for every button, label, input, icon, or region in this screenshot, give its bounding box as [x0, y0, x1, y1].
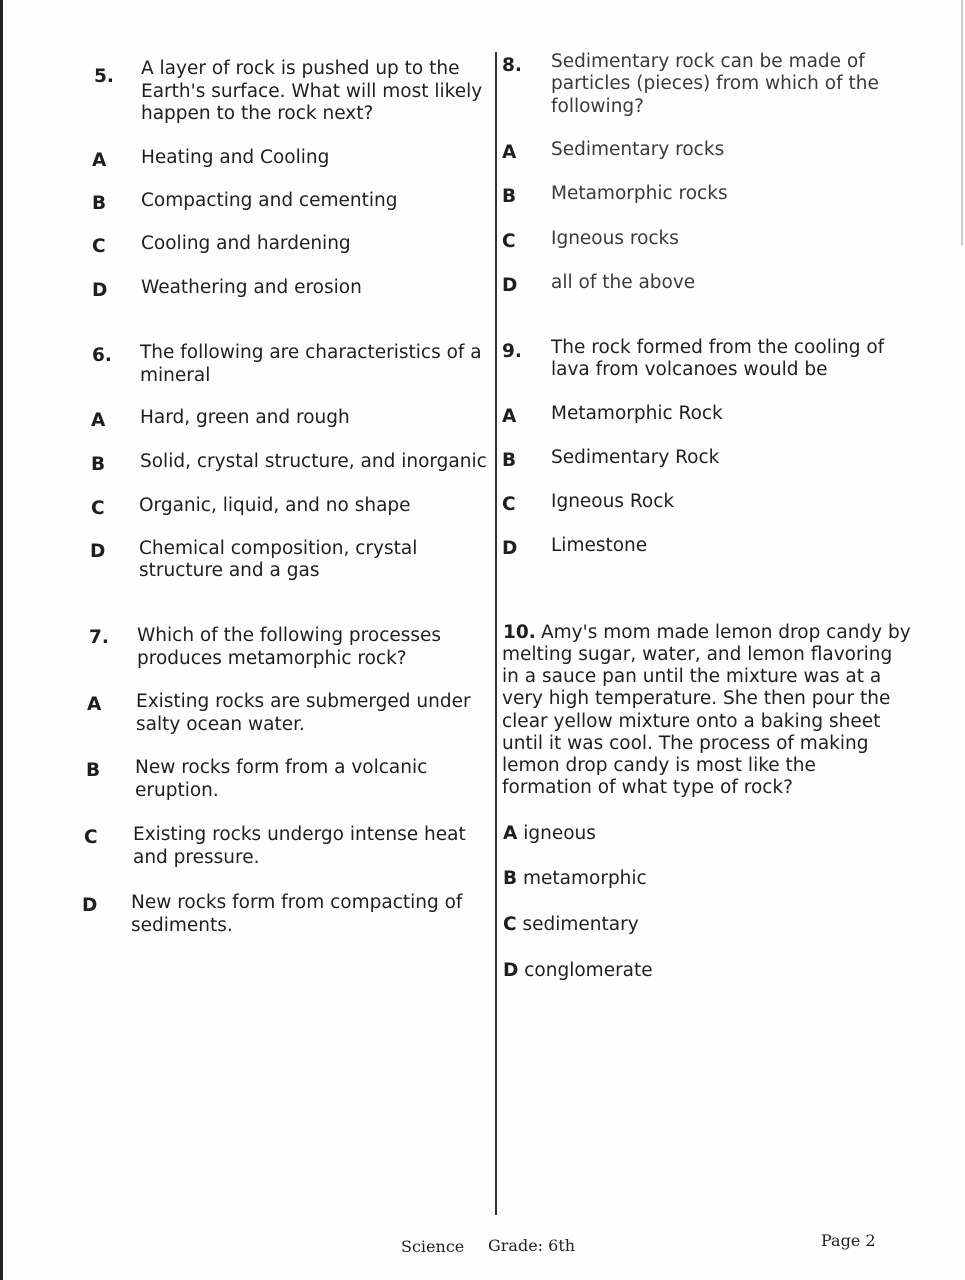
option-text: Heating and Cooling [141, 147, 330, 168]
option-text: Limestone [551, 535, 648, 556]
option-letter: B [502, 186, 517, 207]
column-divider [495, 52, 497, 1215]
option-letter: A [502, 142, 517, 163]
option-text: all of the above [551, 272, 696, 293]
option-letter: D [502, 275, 518, 296]
option-text: Existing rocks undergo intense heat [133, 824, 466, 845]
option-letter: C [503, 914, 517, 935]
option-text: Solid, crystal structure, and inorganic [140, 451, 487, 472]
option-text: Cooling and hardening [141, 233, 351, 254]
option-text: New rocks form from a volcanic [135, 757, 428, 778]
scan-edge [961, 0, 963, 245]
option-letter: A [91, 410, 106, 431]
option-letter: D [90, 541, 106, 562]
option-row [503, 914, 639, 936]
option-text: structure and a gas [139, 560, 320, 581]
option-text: sediments. [131, 915, 233, 936]
option-row [503, 960, 653, 982]
question-stem-line: A layer of rock is pushed up to the [141, 58, 460, 79]
option-letter: C [91, 498, 105, 519]
option-text: Metamorphic rocks [551, 183, 728, 204]
question-stem-line: formation of what type of rock? [502, 777, 793, 798]
option-letter: C [502, 494, 516, 515]
footer-grade: Grade: 6th [488, 1236, 576, 1255]
question-stem-line: The following are characteristics of a [140, 342, 482, 363]
option-text: Igneous Rock [551, 491, 675, 512]
question-stem-line: particles (pieces) from which of the [551, 73, 879, 94]
option-text: Existing rocks are submerged under [136, 691, 471, 712]
question-stem-line: Sedimentary rock can be made of [551, 51, 865, 72]
question-number: 10. [503, 622, 536, 643]
option-text: Sedimentary Rock [551, 447, 720, 468]
question-stem-line: lemon drop candy is most like the [502, 755, 816, 776]
option-text: and pressure. [133, 847, 260, 868]
option-text: metamorphic [523, 868, 647, 889]
question-stem-line: Amy's mom made lemon drop candy by [541, 622, 911, 643]
question-stem-line: produces metamorphic rock? [137, 648, 407, 669]
option-row [503, 868, 647, 890]
option-letter: D [502, 538, 518, 559]
option-letter: A [503, 823, 518, 844]
scan-edge [0, 0, 3, 1280]
question-stem-line: very high temperature. She then pour the [502, 688, 891, 709]
question-stem-line: until it was cool. The process of making [502, 733, 869, 754]
option-text: igneous [523, 823, 596, 844]
option-letter: A [92, 150, 107, 171]
option-text: New rocks form from compacting of [131, 892, 463, 913]
option-text: conglomerate [524, 960, 653, 981]
option-letter: B [503, 868, 518, 889]
option-text: Weathering and erosion [141, 277, 362, 298]
option-text: Organic, liquid, and no shape [139, 495, 411, 516]
option-letter: B [92, 193, 107, 214]
question-number: 9. [502, 341, 522, 362]
option-text: sedimentary [522, 914, 639, 935]
option-letter: A [502, 406, 517, 427]
option-letter: D [82, 895, 98, 916]
footer-subject: Science [401, 1237, 465, 1256]
option-text: eruption. [135, 780, 219, 801]
question-stem-line: lava from volcanoes would be [551, 359, 828, 380]
option-text: salty ocean water. [136, 714, 305, 735]
option-letter: A [87, 694, 102, 715]
question-stem-line: Which of the following processes [137, 625, 442, 646]
option-row [503, 823, 596, 845]
question-stem-line: melting sugar, water, and lemon flavoring [502, 644, 893, 665]
question-stem-line: following? [551, 96, 644, 117]
option-text: Chemical composition, crystal [139, 538, 418, 559]
option-letter: C [84, 827, 98, 848]
option-text: Sedimentary rocks [551, 139, 725, 160]
option-letter: D [92, 280, 108, 301]
option-letter: C [502, 231, 516, 252]
question-number: 7. [89, 627, 109, 648]
option-text: Compacting and cementing [141, 190, 398, 211]
question-stem-line: happen to the rock next? [141, 103, 374, 124]
question-stem-line: clear yellow mixture onto a baking sheet [502, 711, 881, 732]
option-letter: B [502, 450, 517, 471]
option-letter: B [91, 454, 106, 475]
option-text: Metamorphic Rock [551, 403, 723, 424]
option-letter: D [503, 960, 519, 981]
question-stem-line: in a sauce pan until the mixture was at a [502, 666, 882, 687]
question-stem-line: mineral [140, 365, 211, 386]
question-number: 5. [94, 66, 114, 87]
question-stem-line: Earth's surface. What will most likely [141, 81, 483, 102]
option-letter: B [86, 760, 101, 781]
question-stem-line: The rock formed from the cooling of [551, 337, 885, 358]
question-number: 8. [502, 55, 522, 76]
option-letter: C [92, 236, 106, 257]
footer-page-number: Page 2 [821, 1231, 876, 1250]
question-number: 6. [92, 345, 112, 366]
option-text: Hard, green and rough [140, 407, 350, 428]
option-text: Igneous rocks [551, 228, 679, 249]
